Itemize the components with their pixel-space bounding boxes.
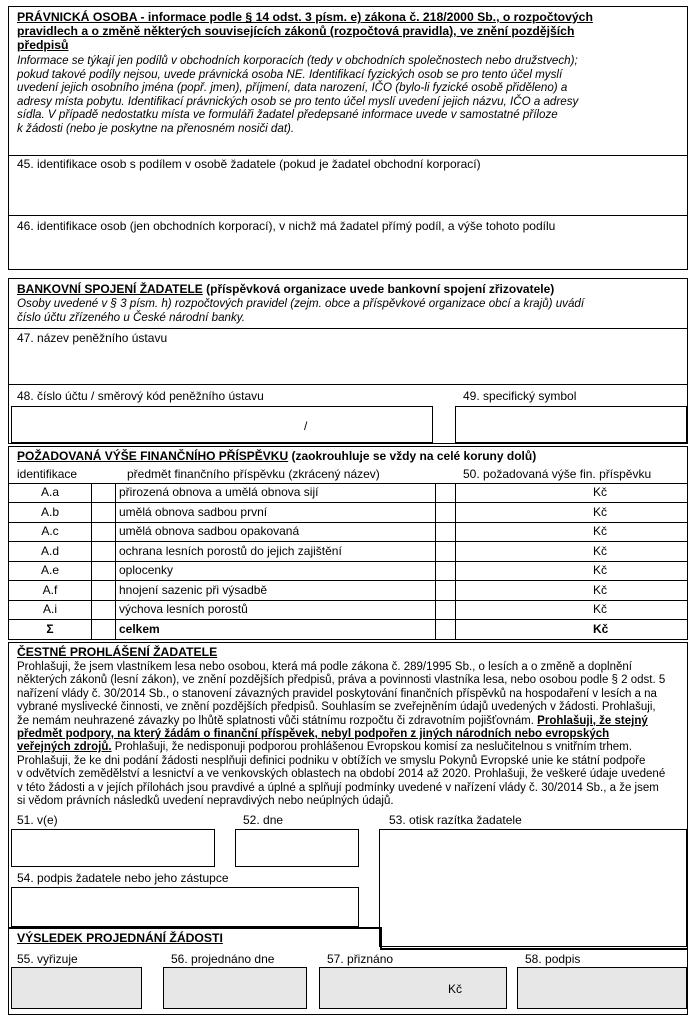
row-id: A.a bbox=[40, 485, 59, 499]
table-row bbox=[9, 542, 687, 561]
row-amount-currency[interactable]: Kč bbox=[593, 544, 608, 558]
bank-title-main: BANKOVNÍ SPOJENÍ ŽADATELE bbox=[17, 282, 203, 296]
legal-entity-info-line: Informace se týkají jen podílů v obchodních korporacích (tedy v obchodních společnostech nebo družstvech); bbox=[17, 54, 578, 67]
declaration-line bbox=[17, 741, 683, 754]
field58-input[interactable] bbox=[517, 967, 687, 1009]
field45-label: 45. identifikace osob s podílem v osobě žadatele (pokud je žadatel obchodní korporací) bbox=[17, 157, 481, 171]
table-row bbox=[9, 503, 687, 522]
field55-label: 55. vyřizuje bbox=[17, 952, 78, 966]
legal-entity-info bbox=[17, 54, 683, 136]
contribution-section bbox=[8, 446, 688, 640]
declaration-line: v odvětvích zemědělství a lesnictví a ve venkovských oblastech na období 2014 až 2020. Prohlašuji, že veškeré údaje uvedené bbox=[17, 768, 666, 781]
legal-entity-info-line: pokud takové podíly nejsou, uvede právnická osoba NE. Identifikací fyzických osob se pro tento účel myslí bbox=[17, 67, 563, 81]
contribution-title-main: POŽADOVANÁ VÝŠE FINANČNÍHO PŘÍSPĚVKU bbox=[17, 449, 289, 463]
field54-signature-box[interactable] bbox=[11, 887, 359, 927]
declaration-line: Prohlašuji, že ke dni podání žádosti nesplňuji definici podniku v obtížích ve smyslu Pokynů Evropské unie ke státní podpoře bbox=[17, 754, 646, 767]
declaration-line-text: že nemám neuhrazené závazky po lhůtě splatnosti vůči státnímu rozpočtu či zdravotním pojišťovnám. bbox=[17, 714, 534, 727]
row-subject: hnojení sazenic při výsadbě bbox=[119, 583, 268, 597]
row-amount-currency[interactable]: Kč bbox=[593, 583, 608, 597]
declaration-title: ČESTNÉ PROHLÁŠENÍ ŽADATELE bbox=[17, 645, 218, 659]
field49-input[interactable] bbox=[455, 406, 687, 443]
field52-input[interactable] bbox=[235, 829, 359, 867]
table-row bbox=[9, 581, 687, 600]
declaration-line-text: Prohlašuji, že nedisponuji podporou prohlášenou Evropskou komisí za neslučitelnou s vnitřním trhem. bbox=[111, 741, 632, 754]
row-amount-currency[interactable]: Kč bbox=[593, 524, 608, 538]
legal-entity-title-line1: PRÁVNICKÁ OSOBA - informace podle § 14 odst. 3 písm. e) zákona č. 218/2000 Sb., o rozpočtových bbox=[17, 10, 593, 24]
row-subject: přirozená obnova a umělá obnova sijí bbox=[119, 485, 319, 499]
row-subject: ochrana lesních porostů do jejich zajištění bbox=[119, 544, 342, 558]
table-row bbox=[9, 561, 687, 580]
field57-input[interactable] bbox=[319, 967, 507, 1009]
declaration-section bbox=[8, 642, 688, 948]
legal-entity-info-line: adresy místa pobytu. Identifikací právnických osob se pro tento účel myslí uvedení jejich názvu, IČO a adresy bbox=[17, 94, 579, 108]
row-id: A.i bbox=[42, 602, 57, 616]
declaration-bold: Prohlašuji, že stejný bbox=[537, 714, 648, 727]
field56-input[interactable] bbox=[163, 967, 307, 1009]
declaration-line: některých zákonů (lesní zákon), ve znění pozdějších předpisů, práva a povinnosti vlastníka lesa, nebo osobou podle § 2 odst. 5 bbox=[17, 674, 666, 687]
field56-label: 56. projednáno dne bbox=[171, 952, 275, 966]
total-subject: celkem bbox=[119, 622, 160, 636]
legal-entity-title-line3: předpisů bbox=[17, 38, 69, 52]
declaration-bold: veřejných zdrojů. bbox=[17, 741, 112, 754]
table-row-total bbox=[9, 620, 687, 639]
row-amount-currency[interactable]: Kč bbox=[593, 505, 608, 519]
bank-info-line1: Osoby uvedené v § 3 písm. h) rozpočtových pravidel (zejm. obce a příspěvkové organizace obcí a krajů) uvádí bbox=[17, 297, 585, 310]
declaration-line: Prohlašuji, že jsem vlastníkem lesa nebo osobou, která má podle zákona č. 289/1995 Sb., o lesích a o změně a doplnění bbox=[17, 661, 632, 673]
table-row bbox=[9, 600, 687, 619]
declaration-bold: předmět podpory, na který žádám o finanční příspěvek, nebyl podpořen z jiných národních nebo evropských bbox=[17, 728, 610, 741]
field47-input[interactable] bbox=[11, 347, 685, 383]
field45-input[interactable] bbox=[11, 173, 685, 213]
contribution-title-note: (zaokrouhluje se vždy na celé koruny dolů) bbox=[288, 449, 537, 463]
divider bbox=[9, 215, 687, 216]
bank-info-line2: číslo účtu zřízeného u České národní banky. bbox=[17, 310, 245, 324]
declaration-text bbox=[17, 661, 683, 808]
row-id: A.c bbox=[41, 524, 59, 538]
row-subject: umělá obnova sadbou první bbox=[119, 505, 268, 519]
legal-entity-info-line: k žádosti (nebo je poskytne na přenosném nosiči dat). bbox=[17, 121, 295, 135]
row-id: A.e bbox=[40, 563, 59, 577]
table-row bbox=[9, 483, 687, 502]
field52-label: 52. dne bbox=[243, 813, 284, 827]
declaration-line bbox=[17, 728, 683, 741]
total-sigma: Σ bbox=[46, 622, 54, 636]
contribution-table bbox=[9, 483, 687, 640]
divider bbox=[9, 328, 687, 329]
row-amount-currency[interactable]: Kč bbox=[593, 563, 608, 577]
field51-label: 51. v(e) bbox=[17, 813, 58, 827]
total-amount-currency[interactable]: Kč bbox=[593, 622, 609, 636]
bank-title bbox=[17, 282, 554, 296]
table-row bbox=[9, 522, 687, 541]
field47-label: 47. název peněžního ústavu bbox=[17, 331, 168, 345]
declaration-line: nařízení vlády č. 30/2014 Sb., o stanovení závazných pravidel poskytování finančních příspěvků na hospodaření v lesích a na bbox=[17, 687, 657, 700]
legal-entity-section bbox=[8, 6, 688, 270]
result-title: VÝSLEDEK PROJEDNÁNÍ ŽÁDOSTI bbox=[17, 931, 223, 945]
field57-label: 57. přiznáno bbox=[327, 952, 394, 966]
divider bbox=[9, 155, 687, 156]
legal-entity-info-line: sídla. V případě nedostatku místa ve formuláři žadatel předepsané informace uvede v samostatné příloze bbox=[17, 108, 558, 122]
result-section bbox=[8, 927, 688, 1015]
legal-entity-title-line2: pravidlech a o změně některých souvisejících zákonů (rozpočtová pravidla), ve znění pozdějších bbox=[17, 24, 575, 38]
field46-label: 46. identifikace osob (jen obchodních korporací), v nichž má žadatel přímý podíl, a výše tohoto podílu bbox=[17, 219, 556, 233]
field55-input[interactable] bbox=[11, 967, 142, 1009]
bank-info bbox=[17, 297, 683, 324]
field46-input[interactable] bbox=[11, 235, 685, 269]
col-amount-header: 50. požadovaná výše fin. příspěvku bbox=[463, 467, 652, 481]
declaration-line: vybrané myslivecké činnosti, ve znění pozdějších předpisů. Souhlasím se zveřejněním údajů uvedených v žádosti. Prohlašuji, bbox=[17, 701, 656, 714]
row-id: A.b bbox=[40, 505, 59, 519]
row-id: A.f bbox=[42, 583, 58, 597]
declaration-line bbox=[17, 715, 683, 728]
legal-entity-info-line: uvedení jejich osobního jména (popř. jmen), příjmení, data narození, IČO (bylo-li fyzické osobě přiděleno) a bbox=[17, 81, 568, 95]
divider bbox=[9, 384, 687, 385]
field57-currency: Kč bbox=[448, 982, 463, 996]
legal-entity-title bbox=[17, 10, 681, 52]
row-subject: oplocenky bbox=[119, 563, 174, 577]
field49-label: 49. specifický symbol bbox=[463, 389, 577, 403]
field58-label: 58. podpis bbox=[525, 952, 581, 966]
row-subject: výchova lesních porostů bbox=[119, 602, 248, 616]
field54-label: 54. podpis žadatele nebo jeho zástupce bbox=[17, 871, 229, 885]
declaration-line: v této žádosti a v jejích přílohách jsou pravdivé a úplné a splňují podmínky uvedené v nařízení vlády č. 30/2014 Sb., a že jsem bbox=[17, 781, 659, 794]
bank-title-note: (příspěvková organizace uvede bankovní spojení zřizovatele) bbox=[202, 282, 555, 296]
row-id: A.d bbox=[40, 544, 59, 558]
row-amount-currency[interactable]: Kč bbox=[593, 602, 608, 616]
account-separator: / bbox=[304, 419, 308, 433]
contribution-title bbox=[17, 449, 536, 463]
col-subject-header: předmět finančního příspěvku (zkrácený název) bbox=[127, 467, 380, 481]
field48-label: 48. číslo účtu / směrový kód peněžního ústavu bbox=[17, 389, 264, 403]
field48-input[interactable] bbox=[11, 406, 433, 443]
field53-label: 53. otisk razítka žadatele bbox=[389, 813, 522, 827]
row-subject: umělá obnova sadbou opakovaná bbox=[119, 524, 300, 538]
bank-section bbox=[8, 278, 688, 444]
row-amount-currency[interactable]: Kč bbox=[593, 485, 608, 499]
col-identification-header: identifikace bbox=[17, 467, 78, 481]
declaration-line: si vědom právních následků uvedení nepravdivých nebo neúplných údajů. bbox=[17, 795, 394, 808]
field51-input[interactable] bbox=[11, 829, 215, 867]
